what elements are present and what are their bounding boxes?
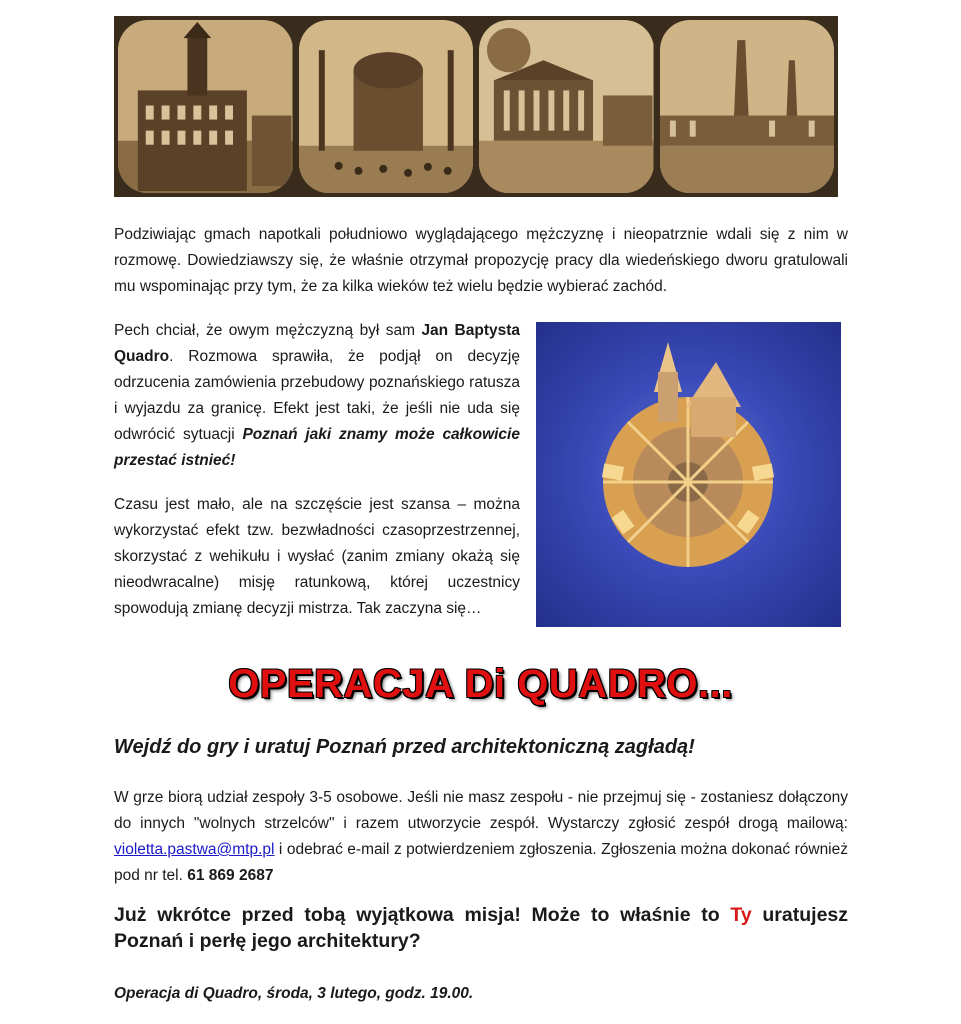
call-text: Już wkrótce przed tobą wyjątkowa misja! Może to właśnie to <box>114 904 731 926</box>
story-emphasis: Poznań jaki znamy może całkowicie przestać istnieć! <box>114 426 520 469</box>
game-title: OPERACJA Di QUADRO... <box>228 662 733 706</box>
info-paragraph <box>114 785 848 889</box>
call-to-action <box>114 902 848 954</box>
highlight-you: Ty <box>730 904 752 926</box>
story-text-middle: . Rozmowa sprawiła, że podjął on decyzję odrzucenia zamówienia przebudowy poznańskiego ratusza i wyjazdu za granicę. Efekt jest taki, że jeśli nie uda się odwrócić sytuacji <box>114 348 520 443</box>
intro-paragraph: Podziwiając gmach napotkali południowo wyglądającego mężczyznę i nieopatrznie wdali się z nim w rozmowę. Dowiedziawszy się, że właśnie otrzymał propozycję pracy dla wiedeńskiego dworu gratulowali mu wspominając przy tym, że za kilka wieków też wielu będzie wybierać zachód. <box>114 226 848 295</box>
story-paragraph <box>114 318 520 474</box>
story-text: Pech chciał, że owym mężczyzną był sam <box>114 322 422 339</box>
little-planet-photo <box>536 322 841 627</box>
obelisk-square-photo <box>660 20 835 193</box>
info-text-after: i odebrać e-mail z potwierdzeniem zgłoszenia. Zgłoszenia można dokonać również pod nr tel. <box>114 841 848 884</box>
phone-number: 61 869 2687 <box>187 867 274 884</box>
event-date: Operacja di Quadro, środa, 3 lutego, godz. 19.00. <box>114 985 474 1002</box>
info-text: W grze biorą udział zespoły 3-5 osobowe. Jeśli nie masz zespołu - nie przejmuj się - zostaniesz dołączony do innych "wolnych strzelców" i razem utworzycie zespół. Wystarczy zgłosić zespół drogą mailową: <box>114 789 848 832</box>
architect-name: Jan Baptysta Quadro <box>114 322 520 365</box>
mission-paragraph: Czasu jest mało, ale na szczęście jest szansa – można wykorzystać efekt tzw. bezwładności czasoprzestrzennej, skorzystać z wehikułu i wysłać (zanim zmiany okażą się nieodwracalne) misję ratunkową, której uczestnicy spowodują zmianę decyzji mistrza. Tak zaczyna się… <box>114 496 520 617</box>
subtitle: Wejdź do gry i uratuj Poznań przed architektoniczną zagładą! <box>114 736 695 758</box>
old-town-hall-photo <box>118 20 293 193</box>
header-photo-strip <box>114 16 838 197</box>
exhibition-hall-photo <box>299 20 474 193</box>
email-link[interactable]: violetta.pastwa@mtp.pl <box>114 841 275 858</box>
call-text-after: uratujesz Poznań i perłę jego architektury? <box>114 904 849 952</box>
palace-square-photo <box>479 20 654 193</box>
